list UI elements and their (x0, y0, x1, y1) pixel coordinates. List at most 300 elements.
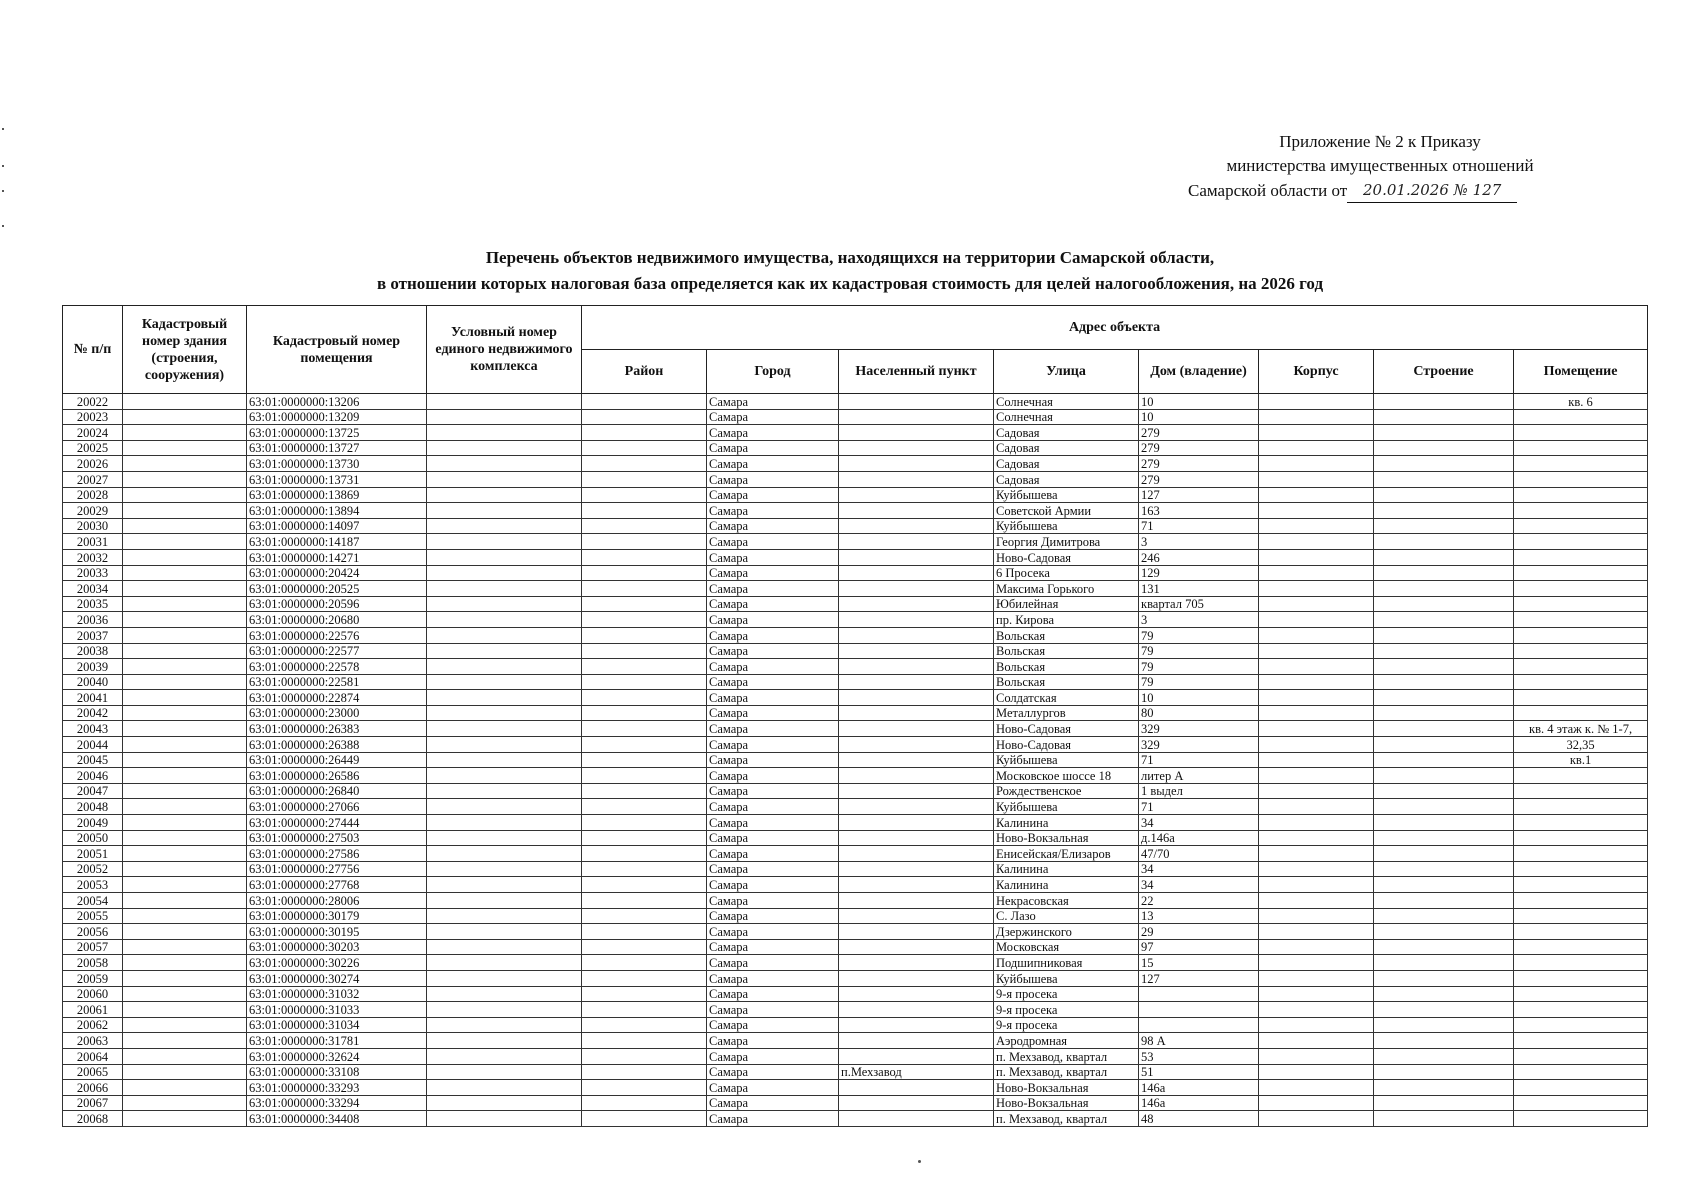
house-cell: 10 (1139, 690, 1259, 706)
locality-cell (839, 1033, 994, 1049)
complex-number-cell (427, 1017, 582, 1033)
premises-cadastral-cell: 63:01:0000000:30195 (247, 924, 427, 940)
district-cell (582, 565, 707, 581)
city-cell: Самара (707, 908, 839, 924)
row-number: 20052 (63, 861, 123, 877)
building-no-cell (1374, 1080, 1514, 1096)
row-number: 20062 (63, 1017, 123, 1033)
building-no-cell (1374, 955, 1514, 971)
korpus-cell (1259, 986, 1374, 1002)
korpus-cell (1259, 705, 1374, 721)
house-cell: 79 (1139, 627, 1259, 643)
building-cadastral-cell (123, 503, 247, 519)
building-no-cell (1374, 456, 1514, 472)
document-title (260, 245, 1440, 297)
street-cell: Вольская (994, 643, 1139, 659)
locality-cell (839, 425, 994, 441)
district-cell (582, 986, 707, 1002)
house-cell: 246 (1139, 549, 1259, 565)
row-number: 20056 (63, 924, 123, 940)
district-cell (582, 924, 707, 940)
district-cell (582, 1017, 707, 1033)
locality-cell (839, 752, 994, 768)
locality-cell (839, 1111, 994, 1127)
building-cadastral-cell (123, 970, 247, 986)
complex-number-cell (427, 612, 582, 628)
locality-cell (839, 409, 994, 425)
korpus-cell (1259, 908, 1374, 924)
street-cell: Калинина (994, 877, 1139, 893)
complex-number-cell (427, 1002, 582, 1018)
street-cell: 9-я просека (994, 1002, 1139, 1018)
building-cadastral-cell (123, 1002, 247, 1018)
table-row (63, 518, 1648, 534)
locality-cell (839, 783, 994, 799)
locality-cell (839, 394, 994, 410)
room-cell (1514, 1048, 1648, 1064)
city-cell: Самара (707, 674, 839, 690)
complex-number-cell (427, 440, 582, 456)
korpus-cell (1259, 643, 1374, 659)
premises-cadastral-cell: 63:01:0000000:28006 (247, 893, 427, 909)
city-cell: Самара (707, 643, 839, 659)
district-cell (582, 518, 707, 534)
building-cadastral-cell (123, 643, 247, 659)
building-no-cell (1374, 440, 1514, 456)
korpus-cell (1259, 425, 1374, 441)
city-cell: Самара (707, 1095, 839, 1111)
premises-cadastral-cell: 63:01:0000000:26383 (247, 721, 427, 737)
korpus-cell (1259, 1111, 1374, 1127)
korpus-cell (1259, 627, 1374, 643)
house-cell: 10 (1139, 409, 1259, 425)
premises-cadastral-cell: 63:01:0000000:22576 (247, 627, 427, 643)
row-number: 20045 (63, 752, 123, 768)
locality-cell (839, 815, 994, 831)
room-cell (1514, 518, 1648, 534)
district-cell (582, 581, 707, 597)
locality-cell (839, 768, 994, 784)
table-row (63, 549, 1648, 565)
city-cell: Самара (707, 1033, 839, 1049)
city-cell: Самара (707, 955, 839, 971)
row-number: 20042 (63, 705, 123, 721)
room-cell (1514, 830, 1648, 846)
room-cell (1514, 534, 1648, 550)
house-cell: 279 (1139, 456, 1259, 472)
korpus-cell (1259, 612, 1374, 628)
room-cell (1514, 627, 1648, 643)
city-cell: Самара (707, 783, 839, 799)
appendix-line-1: Приложение № 2 к Приказу (1279, 132, 1481, 151)
city-cell: Самара (707, 549, 839, 565)
row-number: 20023 (63, 409, 123, 425)
city-cell: Самара (707, 456, 839, 472)
room-cell (1514, 861, 1648, 877)
locality-cell (839, 721, 994, 737)
building-no-cell (1374, 908, 1514, 924)
street-cell: Советской Армии (994, 503, 1139, 519)
row-number: 20031 (63, 534, 123, 550)
city-cell: Самара (707, 861, 839, 877)
building-cadastral-cell (123, 1048, 247, 1064)
table-row (63, 705, 1648, 721)
room-cell: 32,35 (1514, 737, 1648, 753)
row-number: 20043 (63, 721, 123, 737)
street-cell: Георгия Димитрова (994, 534, 1139, 550)
house-cell: 79 (1139, 643, 1259, 659)
room-cell (1514, 846, 1648, 862)
room-cell (1514, 487, 1648, 503)
korpus-cell (1259, 846, 1374, 862)
complex-number-cell (427, 581, 582, 597)
premises-cadastral-cell: 63:01:0000000:26388 (247, 737, 427, 753)
complex-number-cell (427, 409, 582, 425)
korpus-cell (1259, 799, 1374, 815)
locality-cell (839, 1002, 994, 1018)
row-number: 20025 (63, 440, 123, 456)
handwritten-number: 127 (1472, 181, 1502, 199)
locality-cell (839, 830, 994, 846)
house-cell: 146а (1139, 1080, 1259, 1096)
city-cell: Самара (707, 752, 839, 768)
building-no-cell (1374, 861, 1514, 877)
premises-cadastral-cell: 63:01:0000000:31034 (247, 1017, 427, 1033)
table-row (63, 737, 1648, 753)
locality-cell (839, 549, 994, 565)
table-row (63, 986, 1648, 1002)
building-cadastral-cell (123, 487, 247, 503)
locality-cell (839, 456, 994, 472)
street-cell: Куйбышева (994, 970, 1139, 986)
row-number: 20050 (63, 830, 123, 846)
city-cell: Самара (707, 970, 839, 986)
appendix-line-3 (1180, 178, 1580, 203)
room-cell (1514, 674, 1648, 690)
district-cell (582, 534, 707, 550)
building-no-cell (1374, 581, 1514, 597)
locality-cell (839, 986, 994, 1002)
premises-cadastral-cell: 63:01:0000000:26586 (247, 768, 427, 784)
city-cell: Самара (707, 518, 839, 534)
building-no-cell (1374, 518, 1514, 534)
building-cadastral-cell (123, 955, 247, 971)
korpus-cell (1259, 409, 1374, 425)
korpus-cell (1259, 721, 1374, 737)
complex-number-cell (427, 721, 582, 737)
table-row (63, 659, 1648, 675)
building-cadastral-cell (123, 768, 247, 784)
room-cell (1514, 440, 1648, 456)
street-cell: Куйбышева (994, 518, 1139, 534)
building-no-cell (1374, 409, 1514, 425)
city-cell: Самара (707, 612, 839, 628)
table-row (63, 1002, 1648, 1018)
street-cell: п. Мехзавод, квартал (994, 1111, 1139, 1127)
building-no-cell (1374, 612, 1514, 628)
building-cadastral-cell (123, 440, 247, 456)
row-number: 20059 (63, 970, 123, 986)
building-no-cell (1374, 783, 1514, 799)
building-no-cell (1374, 970, 1514, 986)
complex-number-cell (427, 394, 582, 410)
locality-cell (839, 643, 994, 659)
scan-mark (2, 128, 4, 130)
house-cell: 51 (1139, 1064, 1259, 1080)
building-cadastral-cell (123, 425, 247, 441)
district-cell (582, 394, 707, 410)
room-cell (1514, 612, 1648, 628)
complex-number-cell (427, 1033, 582, 1049)
street-cell: Солдатская (994, 690, 1139, 706)
building-cadastral-cell (123, 596, 247, 612)
district-cell (582, 471, 707, 487)
street-cell: 9-я просека (994, 1017, 1139, 1033)
scan-mark (2, 165, 4, 167)
room-cell (1514, 799, 1648, 815)
room-cell (1514, 1064, 1648, 1080)
city-cell: Самара (707, 986, 839, 1002)
premises-cadastral-cell: 63:01:0000000:30274 (247, 970, 427, 986)
street-cell: Ново-Вокзальная (994, 1095, 1139, 1111)
city-cell: Самара (707, 799, 839, 815)
row-number: 20068 (63, 1111, 123, 1127)
complex-number-cell (427, 690, 582, 706)
table-row (63, 503, 1648, 519)
locality-cell (839, 690, 994, 706)
complex-number-cell (427, 737, 582, 753)
building-cadastral-cell (123, 409, 247, 425)
district-cell (582, 893, 707, 909)
district-cell (582, 456, 707, 472)
row-number: 20033 (63, 565, 123, 581)
complex-number-cell (427, 471, 582, 487)
city-cell: Самара (707, 565, 839, 581)
house-cell (1139, 986, 1259, 1002)
city-cell: Самара (707, 939, 839, 955)
korpus-cell (1259, 1095, 1374, 1111)
street-cell: Солнечная (994, 409, 1139, 425)
complex-number-cell (427, 752, 582, 768)
street-cell: Подшипниковая (994, 955, 1139, 971)
row-number: 20060 (63, 986, 123, 1002)
row-number: 20055 (63, 908, 123, 924)
locality-cell (839, 924, 994, 940)
building-cadastral-cell (123, 846, 247, 862)
row-number: 20036 (63, 612, 123, 628)
table-row (63, 581, 1648, 597)
district-cell (582, 643, 707, 659)
room-cell (1514, 659, 1648, 675)
korpus-cell (1259, 830, 1374, 846)
city-cell: Самара (707, 768, 839, 784)
house-cell: 163 (1139, 503, 1259, 519)
street-cell: Енисейская/Елизаров (994, 846, 1139, 862)
premises-cadastral-cell: 63:01:0000000:22581 (247, 674, 427, 690)
building-cadastral-cell (123, 815, 247, 831)
street-cell: Московская (994, 939, 1139, 955)
premises-cadastral-cell: 63:01:0000000:26449 (247, 752, 427, 768)
house-cell: 79 (1139, 659, 1259, 675)
table-row (63, 643, 1648, 659)
locality-cell (839, 908, 994, 924)
district-cell (582, 627, 707, 643)
district-cell (582, 908, 707, 924)
building-no-cell (1374, 674, 1514, 690)
row-number: 20026 (63, 456, 123, 472)
table-row (63, 1048, 1648, 1064)
building-no-cell (1374, 705, 1514, 721)
table-row (63, 425, 1648, 441)
korpus-cell (1259, 752, 1374, 768)
table-row (63, 799, 1648, 815)
row-number: 20063 (63, 1033, 123, 1049)
building-no-cell (1374, 830, 1514, 846)
building-no-cell (1374, 1002, 1514, 1018)
district-cell (582, 877, 707, 893)
row-number: 20057 (63, 939, 123, 955)
row-number: 20041 (63, 690, 123, 706)
house-cell: 79 (1139, 674, 1259, 690)
district-cell (582, 815, 707, 831)
col-house-header: Дом (владение) (1139, 350, 1259, 394)
locality-cell (839, 705, 994, 721)
table-row (63, 861, 1648, 877)
korpus-cell (1259, 456, 1374, 472)
room-cell (1514, 471, 1648, 487)
building-no-cell (1374, 721, 1514, 737)
premises-cadastral-cell: 63:01:0000000:20525 (247, 581, 427, 597)
locality-cell (839, 534, 994, 550)
korpus-cell (1259, 970, 1374, 986)
room-cell (1514, 815, 1648, 831)
premises-cadastral-cell: 63:01:0000000:34408 (247, 1111, 427, 1127)
house-cell: 15 (1139, 955, 1259, 971)
property-table (62, 305, 1648, 1127)
city-cell: Самара (707, 721, 839, 737)
row-number: 20027 (63, 471, 123, 487)
locality-cell (839, 1048, 994, 1064)
row-number: 20058 (63, 955, 123, 971)
complex-number-cell (427, 908, 582, 924)
district-cell (582, 783, 707, 799)
locality-cell (839, 659, 994, 675)
building-cadastral-cell (123, 799, 247, 815)
house-cell: 3 (1139, 534, 1259, 550)
street-cell: Ново-Садовая (994, 721, 1139, 737)
building-no-cell (1374, 549, 1514, 565)
row-number: 20049 (63, 815, 123, 831)
city-cell: Самара (707, 1017, 839, 1033)
appendix-line-3-text: Самарской области от (1188, 181, 1348, 200)
district-cell (582, 721, 707, 737)
complex-number-cell (427, 425, 582, 441)
house-cell: 1 выдел (1139, 783, 1259, 799)
table-row (63, 955, 1648, 971)
district-cell (582, 846, 707, 862)
complex-number-cell (427, 705, 582, 721)
street-cell: Ново-Вокзальная (994, 1080, 1139, 1096)
building-no-cell (1374, 752, 1514, 768)
city-cell: Самара (707, 627, 839, 643)
room-cell (1514, 1111, 1648, 1127)
building-cadastral-cell (123, 690, 247, 706)
house-cell: 3 (1139, 612, 1259, 628)
row-number: 20067 (63, 1095, 123, 1111)
premises-cadastral-cell: 63:01:0000000:22874 (247, 690, 427, 706)
row-number: 20040 (63, 674, 123, 690)
room-cell (1514, 768, 1648, 784)
house-cell: 279 (1139, 440, 1259, 456)
city-cell: Самара (707, 830, 839, 846)
street-cell: Вольская (994, 659, 1139, 675)
korpus-cell (1259, 737, 1374, 753)
building-cadastral-cell (123, 518, 247, 534)
row-number: 20048 (63, 799, 123, 815)
table-row (63, 409, 1648, 425)
table-row (63, 1064, 1648, 1080)
room-cell (1514, 955, 1648, 971)
complex-number-cell (427, 846, 582, 862)
table-row (63, 440, 1648, 456)
city-cell: Самара (707, 534, 839, 550)
room-cell (1514, 643, 1648, 659)
complex-number-cell (427, 518, 582, 534)
district-cell (582, 752, 707, 768)
row-number: 20028 (63, 487, 123, 503)
building-no-cell (1374, 690, 1514, 706)
col-building-header: Кадастровый номер здания (строения, сооружения) (123, 306, 247, 394)
building-no-cell (1374, 737, 1514, 753)
building-cadastral-cell (123, 1017, 247, 1033)
locality-cell (839, 487, 994, 503)
district-cell (582, 799, 707, 815)
complex-number-cell (427, 565, 582, 581)
room-cell (1514, 939, 1648, 955)
table-row (63, 471, 1648, 487)
col-building-no-header: Строение (1374, 350, 1514, 394)
locality-cell (839, 1080, 994, 1096)
district-cell (582, 1095, 707, 1111)
row-number: 20038 (63, 643, 123, 659)
building-no-cell (1374, 471, 1514, 487)
house-cell: 279 (1139, 425, 1259, 441)
building-cadastral-cell (123, 783, 247, 799)
table-row (63, 596, 1648, 612)
street-cell: Ново-Вокзальная (994, 830, 1139, 846)
building-no-cell (1374, 1048, 1514, 1064)
col-room-header: Помещение (1514, 350, 1648, 394)
house-cell: 127 (1139, 487, 1259, 503)
col-premises-header: Кадастровый номер помещения (247, 306, 427, 394)
table-row (63, 783, 1648, 799)
premises-cadastral-cell: 63:01:0000000:27768 (247, 877, 427, 893)
locality-cell (839, 799, 994, 815)
city-cell: Самара (707, 846, 839, 862)
room-cell (1514, 1095, 1648, 1111)
building-no-cell (1374, 893, 1514, 909)
korpus-cell (1259, 1017, 1374, 1033)
complex-number-cell (427, 534, 582, 550)
korpus-cell (1259, 1080, 1374, 1096)
district-cell (582, 549, 707, 565)
building-no-cell (1374, 425, 1514, 441)
row-number: 20032 (63, 549, 123, 565)
building-cadastral-cell (123, 939, 247, 955)
street-cell: 9-я просека (994, 986, 1139, 1002)
table-row (63, 487, 1648, 503)
complex-number-cell (427, 939, 582, 955)
